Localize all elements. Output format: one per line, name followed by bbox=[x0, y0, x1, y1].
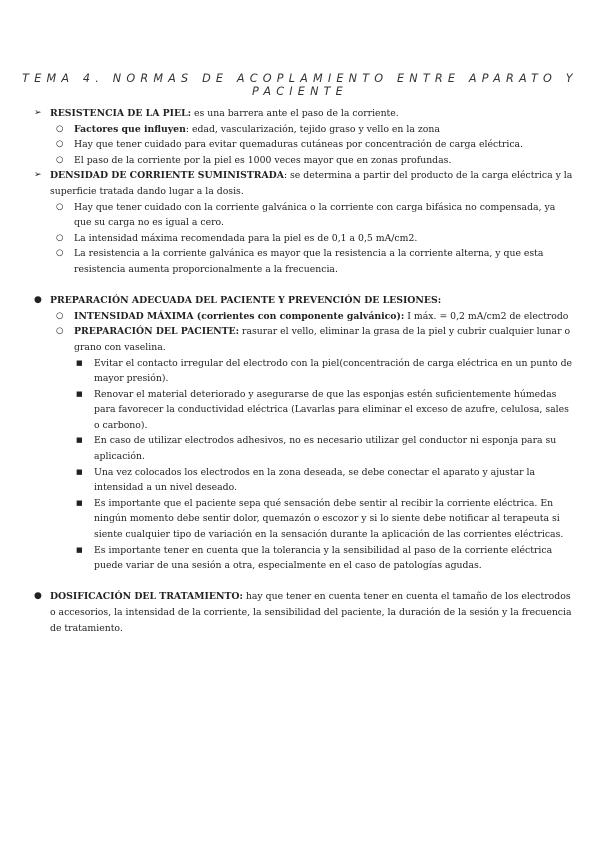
item-text: El paso de la corriente por la piel es 1000 veces mayor que en zonas profundas. bbox=[74, 154, 452, 166]
square-bullet-icon: ■ bbox=[76, 436, 83, 445]
section-densidad bbox=[34, 168, 574, 199]
square-bullet-icon: ■ bbox=[76, 358, 83, 367]
section-resistencia bbox=[34, 106, 574, 122]
circle-bullet-icon: ○ bbox=[56, 232, 64, 243]
list-item bbox=[34, 309, 574, 325]
item-text: Una vez colocados los electrodos en la zona deseada, se debe conectar el aparato y ajustar la intensidad a un nivel deseado. bbox=[94, 466, 536, 494]
circle-bullet-icon: ○ bbox=[56, 123, 64, 134]
list-item bbox=[34, 122, 574, 138]
list-item bbox=[34, 324, 574, 355]
circle-bullet-icon: ○ bbox=[56, 248, 64, 259]
preparacion-heading: PREPARACIÓN ADECUADA DEL PACIENTE Y PREVENCIÓN DE LESIONES: bbox=[50, 295, 442, 307]
dosificacion-heading: DOSIFICACIÓN DEL TRATAMIENTO: bbox=[50, 591, 243, 603]
item-text: En caso de utilizar electrodos adhesivos, no es necesario utilizar gel conductor ni esponja para su aplicación. bbox=[94, 435, 557, 463]
arrow-icon: ➢ bbox=[34, 170, 42, 181]
square-bullet-icon: ■ bbox=[76, 467, 83, 476]
item-text: Hay que tener cuidado con la corriente galvánica o la corriente con carga bifásica no compensada, ya que su carga no es igual a cero. bbox=[74, 201, 556, 229]
bullet-icon: ● bbox=[34, 591, 42, 602]
item-text: Evitar el contacto irregular del electrodo con la piel(concentración de carga eléctrica en un punto de mayor presión). bbox=[94, 357, 573, 385]
item-text: Renovar el material deteriorado y asegurarse de que las esponjas estén suficientemente húmedas para favorecer la conductividad eléctrica (Lavarlas para eliminar el exceso de azufre, celulosa, sales o carbono). bbox=[94, 388, 569, 431]
item-bold: Factores que influyen bbox=[74, 123, 186, 135]
list-item bbox=[34, 387, 574, 434]
item-text: Hay que tener cuidado para evitar quemaduras cutáneas por concentración de carga eléctrica. bbox=[74, 139, 524, 151]
item-text: La resistencia a la corriente galvánica es mayor que la resistencia a la corriente alterna, y que esta resistencia aumenta proporcionalmente a la frecuencia. bbox=[74, 248, 544, 275]
circle-bullet-icon: ○ bbox=[56, 139, 64, 150]
list-item bbox=[34, 137, 574, 153]
item-text: Es importante tener en cuenta que la tolerancia y la sensibilidad al paso de la corriente eléctrica puede variar de una sesión a otra, especialmente en el caso de patologías agudas. bbox=[94, 544, 553, 572]
square-bullet-icon: ■ bbox=[76, 545, 83, 554]
list-item bbox=[34, 246, 574, 277]
list-item bbox=[34, 543, 574, 574]
list-item bbox=[34, 153, 574, 169]
intensidad-text: I máx. = 0,2 mA/cm2 de electrodo bbox=[404, 310, 569, 322]
list-item bbox=[34, 200, 574, 231]
item-text: La intensidad máxima recomendada para la piel es de 0,1 a 0,5 mA/cm2. bbox=[74, 232, 418, 244]
page-title: TEMA 4. NORMAS DE ACOPLAMIENTO ENTRE APARATO Y PACIENTE bbox=[22, 72, 578, 98]
circle-bullet-icon: ○ bbox=[56, 326, 64, 337]
list-item bbox=[34, 465, 574, 496]
bullet-icon: ● bbox=[34, 295, 42, 306]
arrow-icon: ➢ bbox=[34, 108, 42, 118]
section-dosificacion bbox=[34, 589, 574, 636]
item-text: Es importante que el paciente sepa qué sensación debe sentir al recibir la corriente eléctrica. En ningún momento debe sentir dolor, quemazón o escozor y si lo siente debe notificar al terapeuta si siente cualquier tipo de variación en la sensación durante la aplicación de las corrientes eléctricas. bbox=[94, 497, 564, 541]
resistencia-heading: RESISTENCIA DE LA PIEL: bbox=[50, 108, 192, 119]
circle-bullet-icon: ○ bbox=[56, 310, 64, 321]
paciente-text: rasurar el vello, eliminar la grasa de la piel y cubrir cualquier lunar o grano con vaselina. bbox=[74, 326, 571, 353]
document-body bbox=[34, 106, 574, 636]
section-preparacion bbox=[34, 293, 574, 309]
densidad-heading: DENSIDAD DE CORRIENTE SUMINISTRADA bbox=[50, 170, 284, 182]
list-item bbox=[34, 496, 574, 543]
circle-bullet-icon: ○ bbox=[56, 201, 64, 212]
item-text: : edad, vascularización, tejido graso y vello en la zona bbox=[185, 123, 440, 135]
list-item bbox=[34, 433, 574, 464]
square-bullet-icon: ■ bbox=[76, 389, 83, 398]
circle-bullet-icon: ○ bbox=[56, 154, 64, 165]
resistencia-text: es una barrera ante el paso de la corriente. bbox=[191, 108, 399, 119]
list-item bbox=[34, 231, 574, 247]
dosificacion-text: hay que tener en cuenta tener en cuenta el tamaño de los electrodos o accesorios, la intensidad de la corriente, la sensibilidad del paciente, la duración de la sesión y la frecuencia de tratamiento. bbox=[50, 591, 572, 634]
square-bullet-icon: ■ bbox=[76, 498, 83, 507]
densidad-text: : se determina a partir del producto de la carga eléctrica y la superficie tratada dando lugar a la dosis. bbox=[50, 170, 573, 197]
intensidad-heading: INTENSIDAD MÁXIMA (corrientes con componente galvánico): bbox=[74, 310, 405, 322]
list-item bbox=[34, 356, 574, 387]
paciente-heading: PREPARACIÓN DEL PACIENTE: bbox=[74, 326, 240, 338]
